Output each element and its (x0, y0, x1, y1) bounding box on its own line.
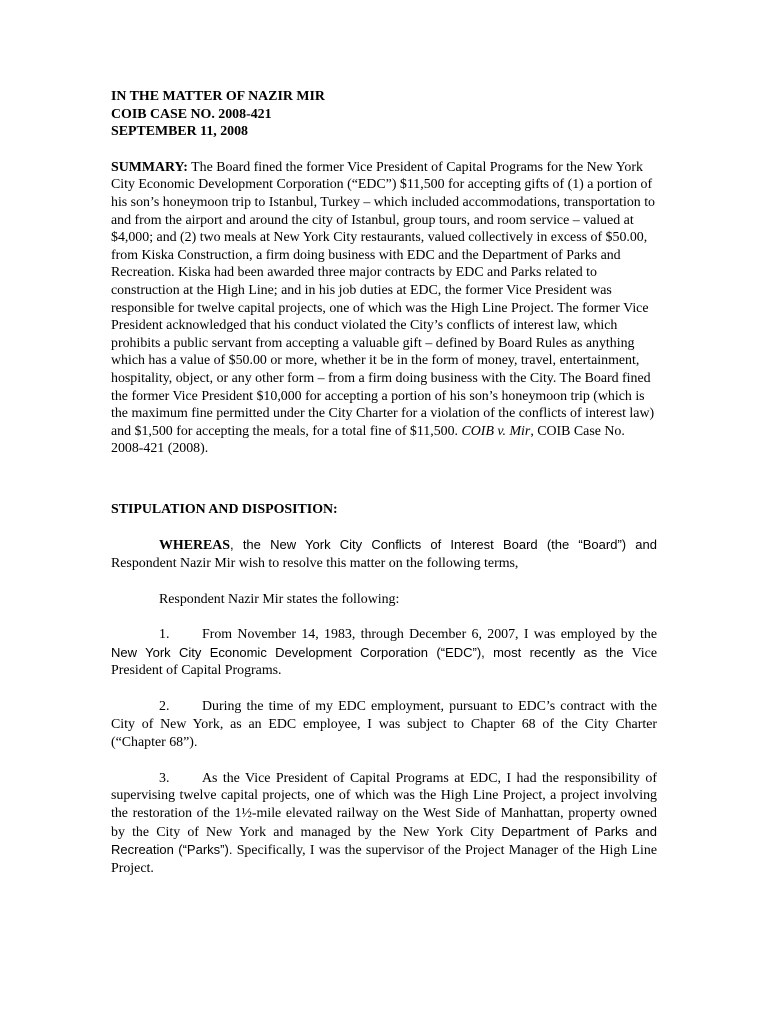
paragraph-number: 3. (159, 770, 170, 786)
paragraph-number: 1. (159, 627, 170, 643)
paragraph-text-end: Specifically, I was the supervisor of the Project Manager of the High Line Project. (111, 843, 657, 876)
case-number: COIB CASE NO. 2008-421 (111, 106, 272, 122)
paragraph-text-sans: Department of Parks and Recreation (“Parks”). (111, 823, 657, 858)
document-page (111, 88, 657, 877)
numbered-paragraph-2 (111, 698, 657, 752)
case-date: SEPTEMBER 11, 2008 (111, 124, 248, 140)
paragraph-text: During the time of my EDC employment, pursuant to EDC’s contract with the City of New York, as an EDC employee, I was subject to Chapter 68 of the City Charter (“Chapter 68”) (111, 699, 657, 751)
stipulation-title: STIPULATION AND DISPOSITION: (111, 501, 338, 517)
respondent-statement-intro: Respondent Nazir Mir states the following: (159, 591, 400, 607)
whereas-paragraph (111, 536, 657, 572)
paragraph-text-sans: New York City Economic Development Corporation (“EDC”), most recently as the (111, 644, 624, 660)
numbered-paragraph-3 (111, 770, 657, 878)
whereas-label: WHEREAS (159, 538, 231, 554)
paragraph-text: As the Vice President of Capital Programs at EDC, I had the responsibility of supervising twelve capital projects, one of which was the High Line Project, a project involving the restoration of the 1½-mile elevated railway on the West Side of Manhattan, property owned by the City of New York and managed by the New York City (111, 770, 657, 840)
paragraph-number: 2. (159, 699, 170, 715)
paragraph-text-end: Vice President of Capital Programs. (111, 645, 658, 679)
whereas-text-sans: , the New York City Conflicts of Interest Board (the “Board”) and (230, 537, 657, 553)
case-title: IN THE MATTER OF NAZIR MIR (111, 89, 325, 104)
numbered-paragraph-1 (111, 626, 657, 680)
paragraph-text: From November 14, 1983, through December 6, 2007, I was employed by the (202, 627, 657, 643)
whereas-text: Respondent Nazir Mir wish to resolve this matter on the following terms, (111, 556, 519, 572)
summary-citation-case: COIB v. Mir (461, 423, 531, 439)
paragraph-text-sans: . (193, 734, 198, 750)
summary-label: SUMMARY: (111, 159, 188, 175)
summary-citation-rest: , COIB Case No. 2008-421 (2008). (111, 423, 625, 457)
summary-paragraph (111, 159, 657, 458)
summary-text: The Board fined the former Vice President of Capital Programs for the New York City Economic Development Corporation (“EDC”) $11,500 for accepting gifts of (1) a portion of his son’s honeymoon trip to Istanbul, Turkey – which included accommodations, transportation to and from the airport and around the city of Istanbul, group tours, and room service – valued at $4,000; and (2) two meals at New York City restaurants, valued collectively in excess of $50.00, from Kiska Construction, a firm doing business with EDC and the Department of Parks and Recreation. Kiska had been awarded three major contracts by EDC and Parks related to construction at the High Line; and in his job duties at EDC, the former Vice President was responsible for twelve capital projects, one of which was the High Line Project. The former Vice President acknowledged that his conduct violated the City’s conflicts of interest law, which prohibits a public servant from accepting a valuable gift – defined by Board Rules as anything which has a value of $50.00 or more, whether it be in the form of money, travel, entertainment, hospitality, object, or any other form – from a firm doing business with the City. The Board fined the former Vice President $10,000 for accepting a portion of his son’s honeymoon trip (which is the maximum fine permitted under the City Charter for a violation of the conflicts of interest law) and $1,500 for accepting the meals, for a total fine of $11,500. (111, 159, 655, 439)
case-heading (111, 88, 657, 141)
